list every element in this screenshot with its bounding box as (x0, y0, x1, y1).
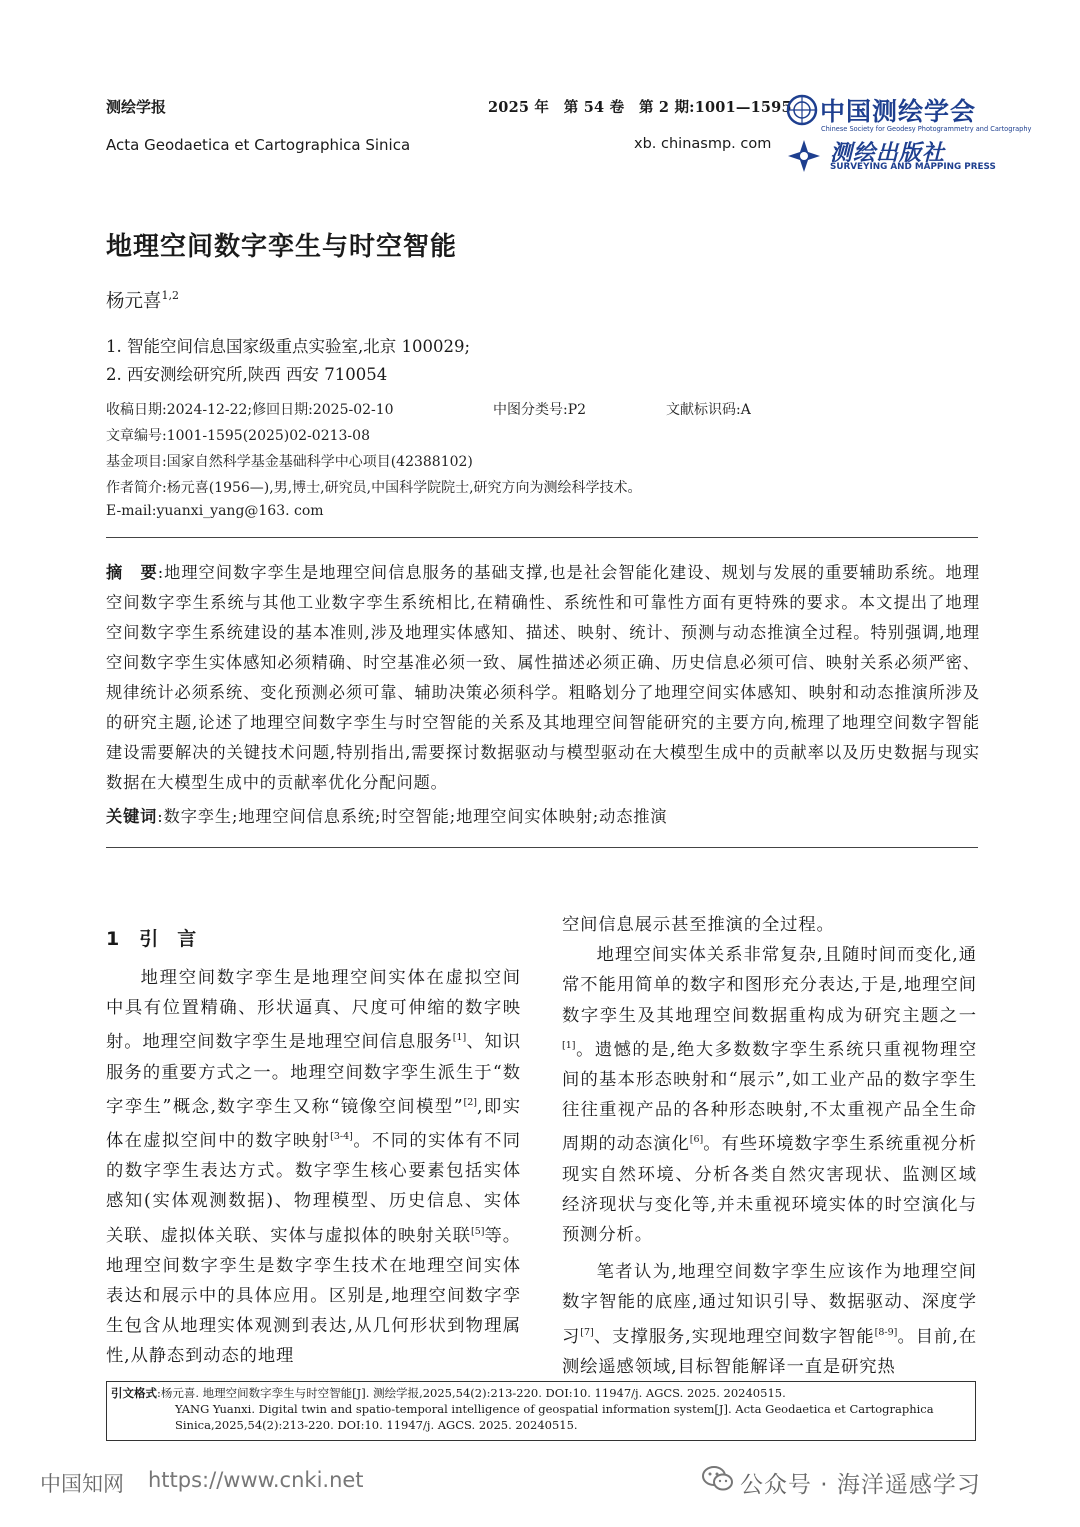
section-title: 引 言 (139, 928, 197, 950)
wechat-account-watermark: 公众号 · 海洋遥感学习 (740, 1472, 981, 1498)
author-bio: 作者简介:杨元喜(1956—),男,博士,研究员,中国科学院院士,研究方向为测绘科学技术。 (106, 480, 642, 496)
press-name-en: SURVEYING AND MAPPING PRESS (830, 162, 996, 172)
paragraph-text: 地理空间实体关系非常复杂,且随时间而变化,通常不能用简单的数字和图形充分表达,于是,地理空间数字孪生及其地理空间数据重构成为研究主题之一 (562, 945, 977, 1026)
journal-name-cn: 测绘学报 (106, 98, 167, 116)
abstract-label: 摘 要 (106, 563, 158, 582)
affiliation-2: 2. 西安测绘研究所,陕西 西安 710054 (106, 365, 388, 384)
reference-marker[interactable]: [8-9] (874, 1326, 898, 1338)
affiliation-1: 1. 智能空间信息国家级重点实验室,北京 100029; (106, 337, 471, 356)
citation-box (106, 1381, 976, 1441)
citation-cn-text: :杨元喜. 地理空间数字孪生与时空智能[J]. 测绘学报,2025,54(2):213-220. DOI:10. 11947/j. AGCS. 2025. 20240515. (157, 1386, 786, 1400)
reference-marker[interactable]: [1] (562, 1039, 576, 1051)
paragraph-continuation: 空间信息展示甚至推演的全过程。 (562, 915, 835, 935)
reference-marker[interactable]: [6] (689, 1134, 704, 1146)
paragraph-text: 等。地理空间数字孪生是数字孪生技术在地理空间实体表达和展示中的具体应用。区别是,地理空间数字孪生包含从地理实体观测到表达,从几何形状到物理属性,从静态到动态的地理 (106, 1225, 521, 1367)
paragraph-text: 。遗憾的是,绝大多数数字孪生系统只重视物理空间的基本形态映射和“展示”,如工业产品的数字孪生往往重视产品的各种形态映射,不太重视产品全生命周期的动态演化 (562, 1039, 977, 1155)
citation-en-line-2: Sinica,2025,54(2):213-220. DOI:10. 11947/j. AGCS. 2025. 20240515. (175, 1418, 578, 1432)
article-number: 文章编号:1001-1595(2025)02-0213-08 (106, 428, 370, 444)
press-logo-icon (786, 138, 822, 174)
divider-top (106, 537, 978, 538)
keywords-label: 关键词 (106, 807, 158, 826)
body-column-left (106, 963, 521, 1372)
author-name: 杨元喜 (106, 291, 162, 312)
paragraph-text: 地理空间数字孪生是地理空间实体在虚拟空间中具有位置精确、形状逼真、尺度可伸缩的数字映射。地理空间数字孪生是地理空间信息服务 (106, 968, 521, 1053)
section-number: 1 (106, 928, 120, 950)
keywords (106, 803, 667, 827)
paragraph-text: 。有些环境数字孪生系统重视分析现实自然环境、分析各类自然灾害现状、监测区域经济现状与变化等,并未重视环境实体的时空演化与预测分析。 (562, 1134, 977, 1246)
citation-label: 引文格式 (111, 1386, 157, 1400)
body-column-right (562, 910, 977, 1382)
paragraph-text: ,即实体在虚拟空间中的数字映射 (106, 1096, 521, 1152)
author-affiliation-sup: 1,2 (161, 289, 180, 302)
clc-number: 中图分类号:P2 (493, 402, 587, 418)
paragraph-text: 。目前,在测绘遥感领域,目标智能解译一直是研究热 (562, 1326, 977, 1377)
received-dates: 收稿日期:2024-12-22;修回日期:2025-02-10 (106, 402, 394, 418)
author (106, 287, 179, 313)
cnki-watermark: 中国知网 (40, 1472, 124, 1496)
document-code: 文献标识码:A (666, 402, 751, 418)
society-logo-icon (786, 94, 818, 126)
society-name-en: Chinese Society for Geodesy Photogrammetry and Cartography (821, 125, 1032, 133)
journal-name-en: Acta Geodaetica et Cartographica Sinica (106, 136, 411, 154)
paragraph-text: 、知识服务的重要方式之一。地理空间数字孪生派生于“数字孪生”概念,数字孪生又称“镜像空间模型” (106, 1032, 522, 1117)
abstract (106, 558, 980, 798)
paragraph (562, 940, 977, 1250)
paragraph-text: 笔者认为,地理空间数字孪生应该作为地理空间数字智能的底座,通过知识引导、数据驱动、深度学习 (562, 1262, 977, 1347)
paper-title: 地理空间数字孪生与时空智能 (106, 232, 458, 262)
press-name-cn: 测绘出版社 (830, 140, 946, 166)
paragraph (106, 963, 521, 1372)
reference-marker[interactable]: [1] (452, 1032, 467, 1044)
paragraph-text: 。不同的实体有不同的数字孪生表达方式。数字孪生核心要素包括实体感知(实体观测数据)、物理模型、历史信息、实体关联、虚拟体关联、实体与虚拟体的映射关联 (106, 1131, 521, 1246)
reference-marker[interactable]: [7] (580, 1326, 594, 1338)
fund-info: 基金项目:国家自然科学基金基础科学中心项目(42388102) (106, 454, 473, 470)
reference-marker[interactable]: [2] (463, 1096, 477, 1108)
paragraph (562, 1257, 977, 1382)
wechat-icon (702, 1465, 734, 1493)
reference-marker[interactable]: [5] (471, 1225, 485, 1237)
author-email[interactable]: E-mail:yuanxi_yang@163. com (106, 503, 324, 519)
issue-info: 2025 年 第 54 卷 第 2 期:1001—1595 (488, 99, 792, 116)
citation-cn (111, 1386, 786, 1402)
reference-marker[interactable]: [3-4] (330, 1131, 353, 1143)
section-heading (106, 924, 196, 951)
paragraph-text: 、支撑服务,实现地理空间数字智能 (593, 1326, 875, 1347)
cnki-url[interactable]: https://www.cnki.net (148, 1468, 364, 1492)
abstract-text: :地理空间数字孪生是地理空间信息服务的基础支撑,也是社会智能化建设、规划与发展的重要辅助系统。地理空间数字孪生系统与其他工业数字孪生系统相比,在精确性、系统性和可靠性方面有更特殊的要求。本文提出了地理空间数字孪生系统建设的基本准则,涉及地理实体感知、描述、映射、统计、预测与动态推演全过程。特别强调,地理空间数字孪生实体感知必须精确、时空基准必须一致、属性描述必须正确、历史信息必须可信、映射关系必须严密、规律统计必须系统、变化预测必须可靠、辅助决策必须科学。粗略划分了地理空间实体感知、映射和动态推演所涉及的研究主题,论述了地理空间数字孪生与时空智能的关系及其地理空间智能研究的主要方向,梳理了地理空间数字智能建设需要解决的关键技术问题,特别指出,需要探讨数据驱动与模型驱动在大模型生成中的贡献率以及历史数据与现实数据在大模型生成中的贡献率优化分配问题。 (106, 563, 980, 792)
journal-url[interactable]: xb. chinasmp. com (634, 136, 772, 152)
citation-en-line-1: YANG Yuanxi. Digital twin and spatio-temporal intelligence of geospatial information system[J]. Acta Geodaetica et Cartographica (175, 1402, 934, 1416)
keywords-text: :数字孪生;地理空间信息系统;时空智能;地理空间实体映射;动态推演 (157, 807, 668, 826)
divider-bottom (106, 847, 978, 848)
society-name-cn: 中国测绘学会 (820, 97, 977, 126)
